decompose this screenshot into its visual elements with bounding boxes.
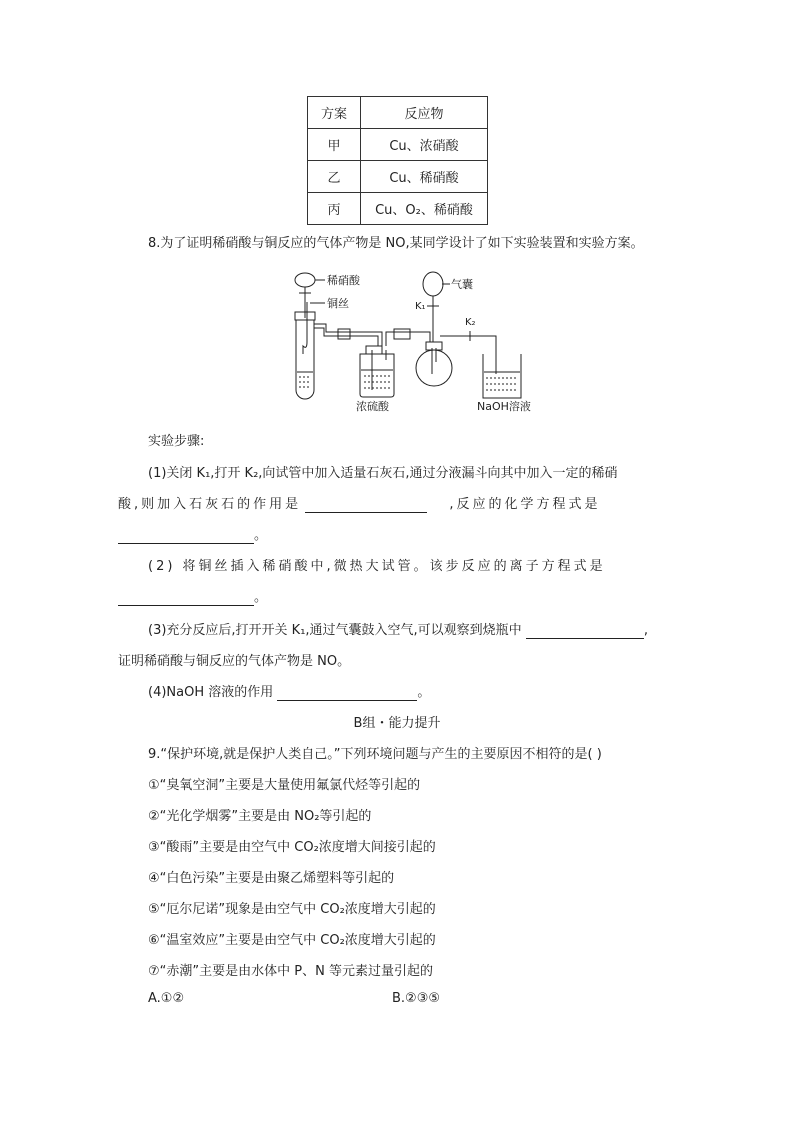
question-9-stem: 9.“保护环境,就是保护人类自己。”下列环境问题与产生的主要原因不相符的是( ): [148, 747, 602, 762]
step-1-line-1: (1)关闭 K₁,打开 K₂,向试管中加入适量石灰石,通过分液漏斗向其中加入一定的稀硝: [148, 466, 618, 481]
period-text: 。: [254, 528, 268, 543]
period-text: 。: [417, 685, 431, 700]
table-cell: Cu、浓硝酸: [361, 129, 488, 161]
label-balloon: 气囊: [451, 278, 473, 291]
step-3-line-2: 证明稀硝酸与铜反应的气体产物是 NO。: [118, 654, 351, 669]
separatory-funnel: [295, 273, 315, 287]
table-cell: Cu、O₂、稀硝酸: [361, 193, 488, 225]
table-cell: 甲: [308, 129, 361, 161]
q9-item: ⑦“赤潮”主要是由水体中 P、N 等元素过量引起的: [148, 964, 433, 979]
step-4-line: [148, 681, 430, 701]
table-cell: 乙: [308, 161, 361, 193]
table-row: [308, 161, 488, 193]
label-naoh: NaOH溶液: [477, 400, 531, 413]
table-header-row: [308, 97, 488, 129]
balloon: [423, 272, 443, 296]
answer-blank[interactable]: [526, 623, 644, 639]
q9-item: ③“酸雨”主要是由空气中 CO₂浓度增大间接引起的: [148, 840, 436, 855]
step-1-line-3: [118, 524, 267, 544]
label-dilute-nitric: 稀硝酸: [327, 274, 360, 287]
comma-text: ,: [643, 623, 648, 638]
q9-item: ①“臭氧空洞”主要是大量使用氟氯代烃等引起的: [148, 778, 421, 793]
step-4-text: (4)NaOH 溶液的作用: [148, 685, 274, 700]
label-copper-wire: 铜丝: [327, 297, 349, 310]
q9-item: ⑤“厄尔尼诺”现象是由空气中 CO₂浓度增大引起的: [148, 902, 436, 917]
step-1-line-2: [118, 493, 601, 513]
option-a[interactable]: A.①②: [148, 991, 185, 1006]
step-2-line-1: (2) 将铜丝插入稀硝酸中,微热大试管。该步反应的离子方程式是: [148, 559, 606, 574]
answer-blank[interactable]: [118, 590, 254, 606]
q9-item: ②“光化学烟雾”主要是由 NO₂等引起的: [148, 809, 372, 824]
round-flask: [416, 350, 452, 386]
table-row: [308, 193, 488, 225]
label-k1: K₁: [415, 301, 426, 312]
section-b-heading: B组・能力提升: [353, 716, 441, 731]
answer-blank[interactable]: [305, 497, 427, 513]
step-2-line-2: [118, 586, 267, 606]
q9-item: ④“白色污染”主要是由聚乙烯塑料等引起的: [148, 871, 395, 886]
step-1-text-a: 酸,则加入石灰石的作用是: [118, 497, 302, 512]
answer-blank[interactable]: [118, 528, 254, 544]
table-header-cell: 反应物: [361, 97, 488, 129]
beaker: [483, 354, 521, 398]
step-3-line-1: [148, 619, 648, 639]
steps-title: 实验步骤:: [148, 434, 205, 449]
table-header-cell: 方案: [308, 97, 361, 129]
option-b[interactable]: B.②③⑤: [392, 991, 441, 1006]
step-1-text-b: ,反应的化学方程式是: [449, 497, 601, 512]
scheme-table: [307, 96, 488, 225]
question-8-stem: 8.为了证明稀硝酸与铜反应的气体产物是 NO,某同学设计了如下实验装置和实验方案。: [148, 236, 644, 251]
label-k2: K₂: [465, 317, 476, 328]
answer-blank[interactable]: [277, 685, 417, 701]
q9-item: ⑥“温室效应”主要是由空气中 CO₂浓度增大引起的: [148, 933, 436, 948]
table-cell: 丙: [308, 193, 361, 225]
label-conc-sulfuric: 浓硫酸: [356, 400, 389, 413]
table-cell: Cu、稀硝酸: [361, 161, 488, 193]
period-text: 。: [254, 590, 268, 605]
table-row: [308, 129, 488, 161]
step-3-text: (3)充分反应后,打开开关 K₁,通过气囊鼓入空气,可以观察到烧瓶中: [148, 623, 522, 638]
apparatus-diagram: [270, 262, 550, 414]
